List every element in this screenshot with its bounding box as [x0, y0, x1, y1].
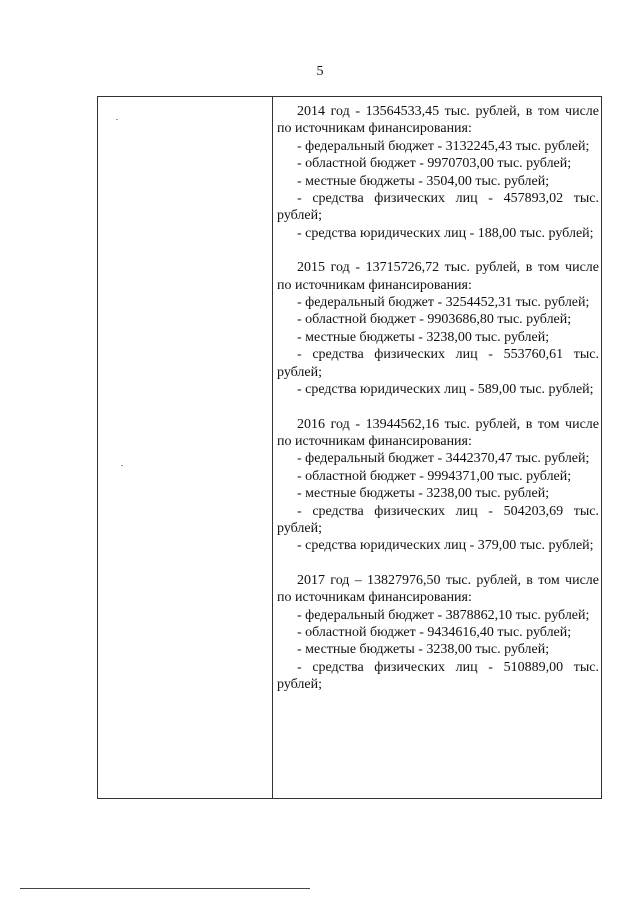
list-item: - местные бюджеты - 3238,00 тыс. рублей;	[297, 329, 550, 345]
year-block-2015	[277, 259, 599, 398]
list-item: - средства физических лиц - 553760,61 тыс. рублей;	[277, 347, 599, 380]
column-divider	[272, 97, 273, 798]
list-item: - средства юридических лиц - 188,00 тыс. рублей;	[297, 225, 594, 241]
financing-table	[97, 96, 602, 799]
list-item: - местные бюджеты - 3504,00 тыс. рублей;	[297, 173, 550, 189]
list-item: - федеральный бюджет - 3132245,43 тыс. рублей;	[297, 138, 590, 154]
list-item: - федеральный бюджет - 3878862,10 тыс. рублей;	[297, 607, 590, 623]
list-item: - федеральный бюджет - 3442370,47 тыс. рублей;	[297, 451, 590, 467]
list-item: - областной бюджет - 9903686,80 тыс. рублей;	[297, 312, 572, 328]
scan-speck	[121, 465, 123, 466]
list-item: - средства физических лиц - 457893,02 тыс. рублей;	[277, 191, 599, 224]
footer-rule	[20, 888, 310, 889]
year-heading: 2017 год – 13827976,50 тыс. рублей, в том числе по источникам финансирования:	[277, 572, 599, 606]
year-heading: 2016 год - 13944562,16 тыс. рублей, в том числе по источникам финансирования:	[277, 416, 599, 449]
list-item: - областной бюджет - 9994371,00 тыс. рублей;	[297, 468, 572, 484]
year-heading: 2014 год - 13564533,45 тыс. рублей, в том числе по источникам финансирования:	[277, 104, 599, 137]
list-item: - областной бюджет - 9970703,00 тыс. рублей;	[297, 156, 572, 172]
list-item: - средства юридических лиц - 379,00 тыс. рублей;	[297, 538, 594, 554]
list-item: - средства юридических лиц - 589,00 тыс. рублей;	[297, 382, 594, 398]
scan-speck	[116, 119, 118, 120]
financing-cell	[277, 103, 599, 694]
list-item: - федеральный бюджет - 3254452,31 тыс. рублей;	[297, 295, 590, 311]
year-block-2014	[277, 103, 599, 242]
list-item: - местные бюджеты - 3238,00 тыс. рублей;	[297, 486, 550, 502]
year-block-2017	[277, 572, 599, 694]
list-item: - средства физических лиц - 504203,69 тыс. рублей;	[277, 503, 599, 536]
list-item: - областной бюджет - 9434616,40 тыс. рублей;	[297, 624, 572, 640]
year-block-2016	[277, 416, 599, 555]
page-number: 5	[316, 64, 324, 79]
list-item: - местные бюджеты - 3238,00 тыс. рублей;	[297, 642, 550, 658]
list-item: - средства физических лиц - 510889,00 тыс. рублей;	[277, 659, 599, 693]
year-heading: 2015 год - 13715726,72 тыс. рублей, в том числе по источникам финансирования:	[277, 260, 599, 293]
